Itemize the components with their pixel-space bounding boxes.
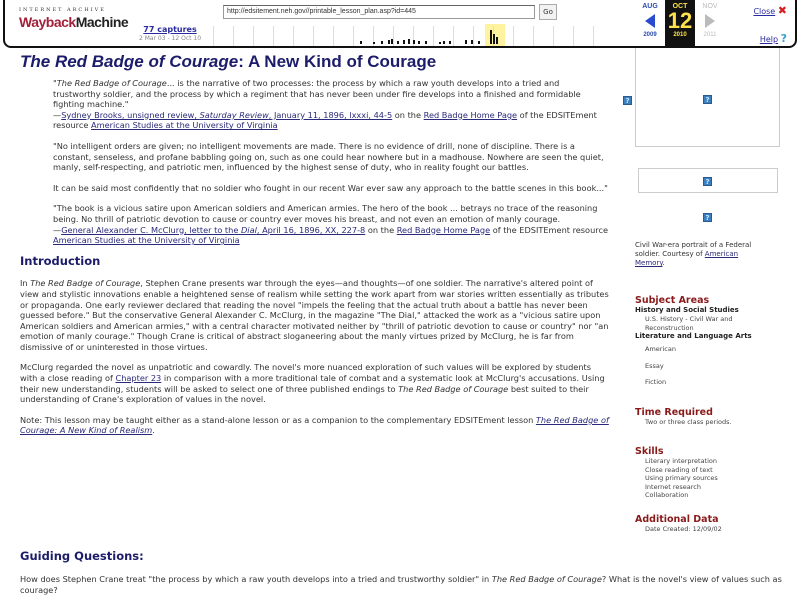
subject-item: American <box>645 345 676 353</box>
quote-brooks: "The Red Badge of Courage... is the narrative of two processes: the process by which a raw youth develops into a tried and trustworthy soldier, and the process by which a regiment that has never been under fire develops into a finished and formidable fighting machine." —Sydney Brooks, unsigned review, Saturday Review, January 11, 1896, lxxxi, 44-5 on the Red Badge Home Page of the EDSITEment resource American Studies at the University of Virginia <box>53 78 597 131</box>
skill-item: Using primary sources <box>645 474 718 482</box>
guiding-questions-heading: Guiding Questions: <box>20 549 144 563</box>
image-placeholder-2 <box>638 168 778 193</box>
close-icon[interactable]: ✖ <box>777 4 787 17</box>
skill-item: Literary interpretation <box>645 457 717 465</box>
new-kind-of-realism-link[interactable]: The Red Badge of Courage: A New Kind of Realism <box>20 414 609 436</box>
capture-calendar <box>635 0 725 46</box>
next-arrow-icon <box>705 14 715 28</box>
american-memory-link[interactable]: American Memory <box>635 250 739 267</box>
skill-item: Internet research <box>645 482 701 491</box>
chapter-23-link[interactable]: Chapter 23 <box>115 373 162 384</box>
red-badge-home-link-2[interactable]: Red Badge Home Page <box>396 224 491 235</box>
next-capture: NOV 2011 <box>702 3 718 38</box>
skill-item: Collaboration <box>645 491 689 499</box>
url-input[interactable]: http://edsitement.neh.gov//printable_lesson_plan.asp?id=445 <box>223 5 535 19</box>
time-required-value: Two or three class periods. <box>645 417 732 426</box>
captures-link[interactable]: 77 captures <box>143 25 197 34</box>
date-created: Date Created: 12/09/02 <box>645 524 722 533</box>
quote-mcclurg: "The book is a vicious satire upon American soldiers and American armies. The hero of the book ... betrays no trace of the reasoning being. No thrill of patriotic devotion to cause or country ever moves his breast, and not even an emotion of manly courage. —General Alexander C. McClurg, letter to the Dial, April 16, 1896, XX, 227-8 on the Red Badge Home Page of the EDSITEment resource American Studies at the University of Virginia <box>53 203 608 246</box>
american-studies-link-2[interactable]: American Studies at the University of Virginia <box>53 235 240 246</box>
image-caption: Civil War-era portrait of a Federal soldier. Courtesy of American Memory. <box>635 241 752 267</box>
captures-sparkline[interactable] <box>213 24 613 46</box>
red-badge-home-link[interactable]: Red Badge Home Page <box>423 109 518 120</box>
wayback-logo[interactable]: INTERNET ARCHIVE WaybackMachine <box>19 7 129 30</box>
close-button[interactable]: Close ✖ <box>753 4 787 17</box>
help-button[interactable]: Help ? <box>759 32 787 45</box>
help-icon[interactable]: ? <box>780 32 787 45</box>
skill-item: Close reading of text <box>645 465 713 474</box>
introduction-heading: Introduction <box>20 253 101 268</box>
image-placeholder-1 <box>635 48 780 147</box>
main-content <box>20 78 620 446</box>
subject-group: Literature and Language Arts <box>635 332 752 340</box>
internet-archive-label: INTERNET ARCHIVE <box>19 7 106 13</box>
page-title: The Red Badge of Courage: A New Kind of Courage <box>20 52 437 71</box>
note-paragraph: Note: This lesson may be taught either as a stand-alone lesson or as a companion to the complementary EDSITEment lesson The Red Badge of Courage: A New Kind of Realism. <box>20 414 609 436</box>
broken-image-icon: ? <box>623 96 632 105</box>
subject-areas-heading: Subject Areas <box>635 295 710 306</box>
subject-item: Fiction <box>645 378 667 386</box>
intro-paragraph-1: In The Red Badge of Courage, Stephen Crane presents war through the eyes—and thoughts—of one soldier. The narrative's altered point of view and stylistic innovations enable a heightened sense of realism while setting the work apart from war stories written essentially as tributes or propaganda. One early reviewer declared that reading the novel "impels the feeling that the actual truth about a battle has never been guessed before." But the conservative General Alexander C. McClurg, in the magazine "The Dial," attacked the work as a "vicious satire upon American soldiers and American armies," with a central character motivated neither by "thrill of patriotic devotion to cause or country" nor "an emotion of manly courage." Though Crane is critical of abstract sloganeering about the manly virtues prized by McClurg, he is far from dismissive of or uninterested in those virtues. <box>20 278 609 352</box>
guiding-questions-text: How does Stephen Crane treat "the process by which a raw youth develops into a tried and trustworthy soldier" in The Red Badge of Courage? What is the novel's view of values such as courage? <box>20 574 782 595</box>
subject-group: History and Social Studies <box>635 306 739 314</box>
wayback-toolbar <box>3 0 797 48</box>
go-button[interactable]: Go <box>539 4 557 20</box>
skills-heading: Skills <box>635 446 664 457</box>
broken-image-icon: ? <box>703 95 712 104</box>
portrait-image-icon: ? <box>703 213 712 222</box>
subject-item: U.S. History - Civil War and Reconstruction <box>645 315 733 332</box>
current-capture: OCT 12 2010 <box>665 0 695 46</box>
captures-range: 2 Mar 03 - 12 Oct 10 <box>138 35 202 42</box>
quote-anonymous: "No intelligent orders are given; no intelligent movements are made. There is no evidence of drill, none of discipline. There is a constant, senseless, and profane babbling going on, such as one could hear nowhere but in a madhouse. Nowhere are seen the quiet, manly, self-respecting, and patriotic men, influenced by the highest sense of duty, who in reality fought our battles. It can be said most confidently that no soldier who fought in our recent War ever saw any approach to the battle scenes in this book..." <box>53 140 608 193</box>
additional-data-heading: Additional Data <box>635 513 719 525</box>
brooks-citation-link[interactable]: Sydney Brooks, unsigned review, Saturday Review, January 11, 1896, lxxxi, 44-5 <box>61 109 393 120</box>
intro-paragraph-2: McClurg regarded the novel as unpatriotic and cowardly. The novel's more nuanced exploration of such values will be explored by students with a close reading of Chapter 23 in comparison with a more traditional tale of combat and a systematic look at McClurg's accusations. Using their new understanding, students will be asked to select one of three published endings to The Red Badge of Courage best suited to their understanding of Crane's exploration of values in the novel. <box>20 362 605 405</box>
mcclurg-citation-link[interactable]: General Alexander C. McClurg, letter to the Dial, April 16, 1896, XX, 227-8 <box>61 224 366 235</box>
american-studies-link[interactable]: American Studies at the University of Virginia <box>91 120 278 131</box>
broken-image-icon: ? <box>703 177 712 186</box>
subject-item: Essay <box>645 361 664 370</box>
prev-arrow-icon[interactable] <box>645 14 655 28</box>
captures-info <box>125 25 215 42</box>
prev-capture[interactable]: AUG 2009 <box>642 3 658 38</box>
current-year-highlight <box>485 24 505 46</box>
lesson-sidebar <box>635 295 795 533</box>
time-required-heading: Time Required <box>635 406 713 418</box>
